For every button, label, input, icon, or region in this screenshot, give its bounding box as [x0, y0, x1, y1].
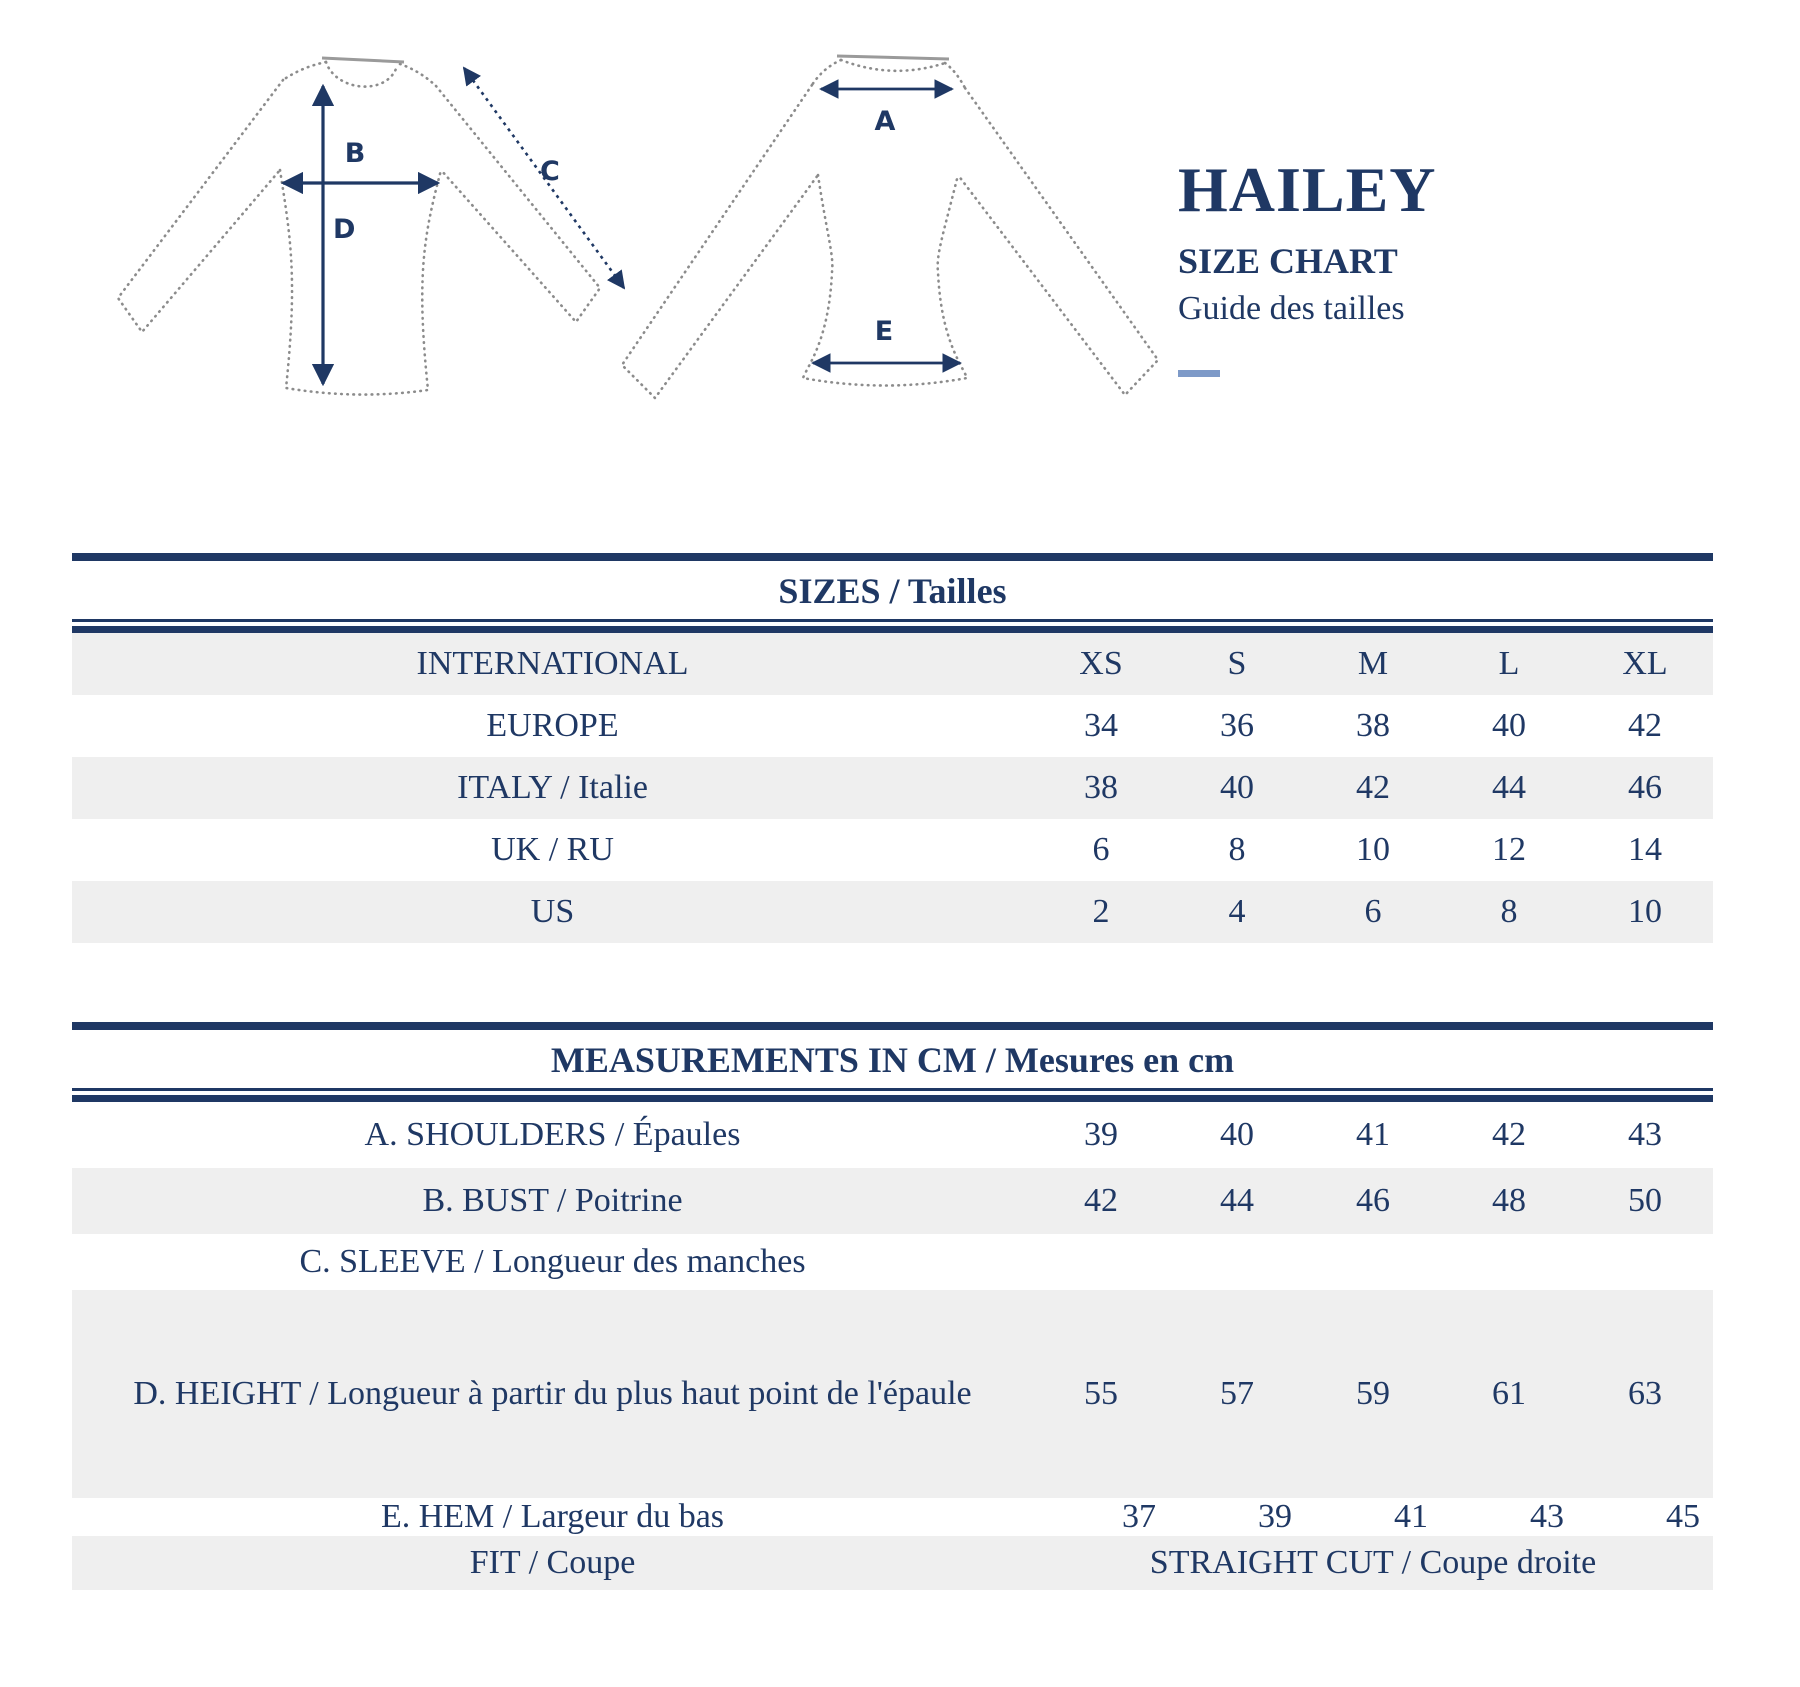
row-value: 61 — [1492, 1375, 1526, 1412]
label-c: C — [540, 156, 560, 187]
label-e: E — [874, 316, 894, 347]
row-value: 10 — [1628, 893, 1662, 930]
row-value: 10 — [1356, 831, 1390, 868]
diagram-section — [0, 0, 1800, 553]
label-b: B — [344, 138, 366, 169]
row-value: 45 — [1666, 1498, 1700, 1535]
measurements-table — [72, 1102, 1713, 1590]
row-value: 40 — [1220, 1116, 1254, 1153]
row-value: 38 — [1084, 769, 1118, 806]
accent-dash — [1178, 370, 1220, 377]
back-collar-top-line — [837, 56, 949, 59]
row-value: 36 — [1220, 707, 1254, 744]
back-torso — [803, 175, 967, 386]
row-value: 37 — [1122, 1498, 1156, 1535]
row-value: 39 — [1084, 1116, 1118, 1153]
row-value: 42 — [1492, 1116, 1526, 1153]
row-value: L — [1498, 645, 1520, 682]
row-value: 43 — [1530, 1498, 1564, 1535]
row-value: 42 — [1084, 1182, 1118, 1219]
front-collar-line — [326, 62, 397, 87]
row-value: 8 — [1228, 831, 1246, 868]
row-value: 48 — [1492, 1182, 1526, 1219]
row-value: 6 — [1364, 893, 1382, 930]
measurements-table-heading-rule — [72, 1088, 1713, 1102]
row-label: EUROPE — [486, 707, 619, 744]
row-value: 63 — [1628, 1375, 1662, 1412]
row-value: 55 — [1084, 1375, 1118, 1412]
sizes-table — [72, 633, 1713, 943]
row-label: A. SHOULDERS / Épaules — [364, 1116, 741, 1153]
row-value: 39 — [1258, 1498, 1292, 1535]
row-value: 44 — [1492, 769, 1526, 806]
row-label: D. HEIGHT / Longueur à partir du plus haut point de l'épaule — [133, 1374, 972, 1412]
table-row — [72, 1536, 1713, 1590]
table-row — [72, 1234, 1713, 1290]
back-left-shoulder — [812, 60, 841, 85]
back-collar-line — [841, 60, 945, 71]
label-d: D — [333, 214, 356, 245]
row-value — [1577, 1234, 1713, 1290]
table-row — [72, 881, 1713, 943]
table-row — [72, 1290, 1713, 1498]
table-gap — [0, 943, 1800, 1022]
front-collar-top-line — [322, 58, 404, 62]
row-value: XL — [1622, 645, 1668, 682]
table-row — [72, 757, 1713, 819]
row-value: 4 — [1228, 893, 1246, 930]
row-value: 42 — [1356, 769, 1390, 806]
row-label: UK / RU — [491, 831, 614, 868]
measurements-table-heading: MEASUREMENTS IN CM / Mesures en cm — [550, 1040, 1235, 1080]
row-value — [1441, 1234, 1577, 1290]
row-value: 41 — [1394, 1498, 1428, 1535]
row-value: 40 — [1492, 707, 1526, 744]
row-value: M — [1357, 645, 1389, 682]
row-label: C. SLEEVE / Longueur des manches — [299, 1243, 806, 1280]
row-label: ITALY / Italie — [457, 769, 648, 806]
sizes-table-top-rule — [72, 553, 1713, 561]
table-row — [72, 1102, 1713, 1168]
row-value: 44 — [1220, 1182, 1254, 1219]
front-left-sleeve — [118, 80, 283, 332]
sizes-table-heading: SIZES / Tailles — [778, 571, 1007, 611]
row-value: 42 — [1628, 707, 1662, 744]
front-right-shoulder — [400, 64, 436, 86]
back-right-sleeve — [958, 88, 1158, 395]
row-value: 50 — [1628, 1182, 1662, 1219]
table-row — [72, 1498, 1713, 1536]
row-value: 40 — [1220, 769, 1254, 806]
title-block — [1178, 154, 1437, 377]
row-value: 2 — [1092, 893, 1110, 930]
table-row — [72, 633, 1713, 695]
row-value: 6 — [1092, 831, 1110, 868]
row-value — [1305, 1234, 1441, 1290]
row-value — [1169, 1234, 1305, 1290]
row-value: 14 — [1628, 831, 1662, 868]
front-left-shoulder — [283, 62, 326, 80]
row-label: B. BUST / Poitrine — [422, 1182, 683, 1219]
row-value: 41 — [1356, 1116, 1390, 1153]
product-name: HAILEY — [1178, 154, 1437, 225]
row-value — [1033, 1234, 1169, 1290]
row-label: FIT / Coupe — [469, 1544, 636, 1581]
row-label: INTERNATIONAL — [416, 645, 689, 682]
row-value: 8 — [1500, 893, 1518, 930]
row-value: 46 — [1628, 769, 1662, 806]
table-row — [72, 819, 1713, 881]
measurements-table-top-rule — [72, 1022, 1713, 1030]
row-value: S — [1227, 645, 1247, 682]
row-value: 59 — [1356, 1375, 1390, 1412]
table-row — [72, 695, 1713, 757]
row-label: E. HEM / Largeur du bas — [380, 1498, 725, 1535]
row-value: 43 — [1628, 1116, 1662, 1153]
row-value: 34 — [1084, 707, 1118, 744]
front-torso — [280, 170, 441, 395]
row-value: 46 — [1356, 1182, 1390, 1219]
row-value: 38 — [1356, 707, 1390, 744]
row-value-merged: STRAIGHT CUT / Coupe droite — [1149, 1544, 1597, 1581]
table-row — [72, 1168, 1713, 1234]
size-chart-title: SIZE CHART — [1178, 241, 1398, 281]
back-left-sleeve — [622, 85, 818, 398]
sizes-table-heading-rule — [72, 619, 1713, 633]
label-a: A — [874, 106, 896, 137]
back-right-shoulder — [945, 63, 965, 88]
row-label: US — [530, 893, 575, 930]
row-value: 57 — [1220, 1375, 1254, 1412]
garment-back-diagram — [545, 40, 1195, 440]
row-value: XS — [1079, 645, 1123, 682]
row-value: 12 — [1492, 831, 1526, 868]
size-chart-subtitle-fr: Guide des tailles — [1178, 290, 1405, 327]
